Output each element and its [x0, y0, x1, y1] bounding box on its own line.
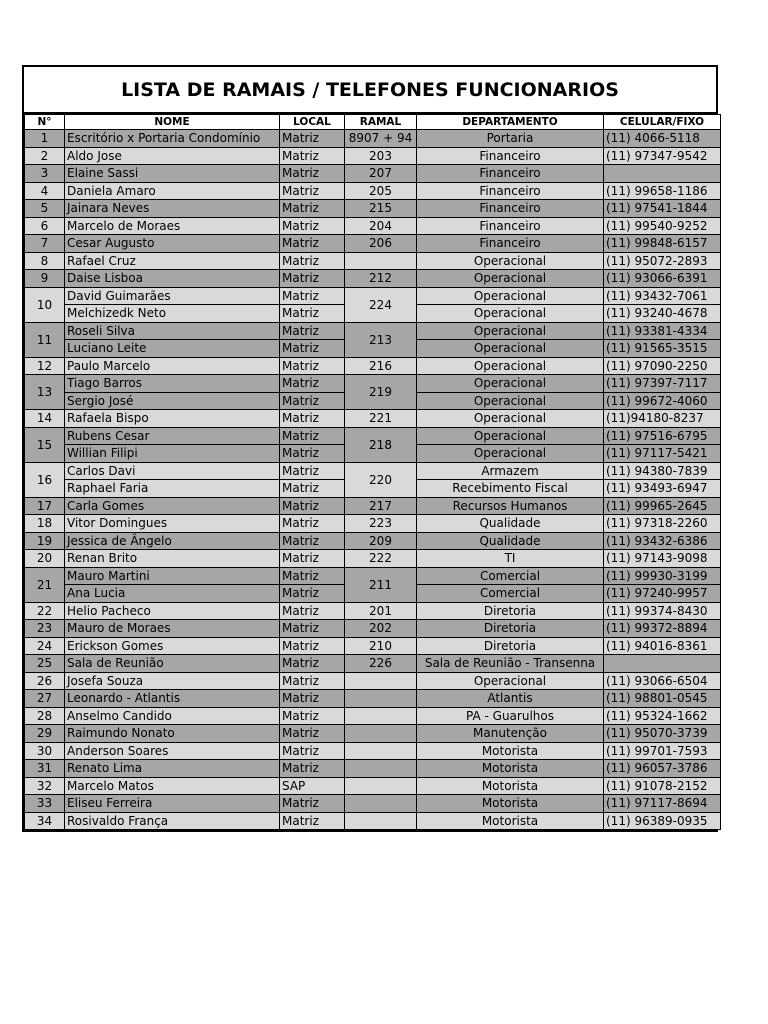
location-cell: Matriz: [280, 655, 345, 673]
table-body: [25, 130, 721, 830]
extension-cell: 216: [345, 357, 417, 375]
phone-cell: (11) 97397-7117: [604, 375, 721, 393]
table-row: [25, 462, 721, 480]
phone-cell: (11) 95324-1662: [604, 707, 721, 725]
department-cell: Portaria: [417, 130, 604, 148]
table-row: [25, 287, 721, 305]
phone-cell: (11) 96389-0935: [604, 812, 721, 830]
department-cell: Financeiro: [417, 182, 604, 200]
name-cell: Anselmo Candido: [65, 707, 280, 725]
name-cell: Ana Lucia: [65, 585, 280, 603]
extension-cell: 8907 + 94: [345, 130, 417, 148]
location-cell: Matriz: [280, 287, 345, 305]
name-cell: David Guimarães: [65, 287, 280, 305]
extension-cell: 213: [345, 322, 417, 357]
department-cell: Comercial: [417, 585, 604, 603]
department-cell: Operacional: [417, 305, 604, 323]
name-cell: Cesar Augusto: [65, 235, 280, 253]
phone-cell: (11) 97090-2250: [604, 357, 721, 375]
table-row: [25, 707, 721, 725]
table-row: [25, 515, 721, 533]
name-cell: Erickson Gomes: [65, 637, 280, 655]
extension-cell: [345, 742, 417, 760]
department-cell: Financeiro: [417, 217, 604, 235]
table-row: [25, 795, 721, 813]
location-cell: SAP: [280, 777, 345, 795]
name-cell: Daniela Amaro: [65, 182, 280, 200]
location-cell: Matriz: [280, 532, 345, 550]
phone-cell: (11) 97347-9542: [604, 147, 721, 165]
location-cell: Matriz: [280, 550, 345, 568]
name-cell: Eliseu Ferreira: [65, 795, 280, 813]
name-cell: Rafael Cruz: [65, 252, 280, 270]
department-cell: Comercial: [417, 567, 604, 585]
name-cell: Sala de Reunião: [65, 655, 280, 673]
header-location: LOCAL: [280, 115, 345, 130]
phone-cell: (11) 93432-7061: [604, 287, 721, 305]
extension-cell: 220: [345, 462, 417, 497]
table-row: [25, 182, 721, 200]
row-number-cell: 25: [25, 655, 65, 673]
phone-cell: [604, 655, 721, 673]
table-row: [25, 375, 721, 393]
table-row: [25, 252, 721, 270]
extension-cell: [345, 777, 417, 795]
row-number-cell: 21: [25, 567, 65, 602]
name-cell: Aldo Jose: [65, 147, 280, 165]
extension-cell: 207: [345, 165, 417, 183]
row-number-cell: 11: [25, 322, 65, 357]
department-cell: TI: [417, 550, 604, 568]
phone-cell: (11) 99848-6157: [604, 235, 721, 253]
phone-cell: (11) 97117-5421: [604, 445, 721, 463]
extension-cell: 211: [345, 567, 417, 602]
name-cell: Willian Filipi: [65, 445, 280, 463]
table-header-row: [25, 115, 721, 130]
name-cell: Marcelo Matos: [65, 777, 280, 795]
table-row: [25, 322, 721, 340]
table-row: [25, 165, 721, 183]
row-number-cell: 1: [25, 130, 65, 148]
phone-cell: (11) 97240-9957: [604, 585, 721, 603]
name-cell: Raphael Faria: [65, 480, 280, 498]
row-number-cell: 26: [25, 672, 65, 690]
extension-cell: 218: [345, 427, 417, 462]
name-cell: Rafaela Bispo: [65, 410, 280, 428]
phone-cell: (11) 97117-8694: [604, 795, 721, 813]
location-cell: Matriz: [280, 672, 345, 690]
name-cell: Melchizedk Neto: [65, 305, 280, 323]
phone-cell: (11) 93066-6504: [604, 672, 721, 690]
location-cell: Matriz: [280, 462, 345, 480]
name-cell: Leonardo - Atlantis: [65, 690, 280, 708]
location-cell: Matriz: [280, 182, 345, 200]
department-cell: Manutenção: [417, 725, 604, 743]
location-cell: Matriz: [280, 497, 345, 515]
name-cell: Mauro de Moraes: [65, 620, 280, 638]
extension-cell: 222: [345, 550, 417, 568]
row-number-cell: 18: [25, 515, 65, 533]
location-cell: Matriz: [280, 725, 345, 743]
row-number-cell: 33: [25, 795, 65, 813]
extension-cell: 209: [345, 532, 417, 550]
department-cell: Motorista: [417, 760, 604, 778]
phone-cell: (11) 96057-3786: [604, 760, 721, 778]
location-cell: Matriz: [280, 760, 345, 778]
table-row: [25, 620, 721, 638]
location-cell: Matriz: [280, 252, 345, 270]
name-cell: Jessica de Ângelo: [65, 532, 280, 550]
extension-cell: 221: [345, 410, 417, 428]
table-row: [25, 217, 721, 235]
table-row: [25, 690, 721, 708]
extension-cell: 219: [345, 375, 417, 410]
location-cell: Matriz: [280, 742, 345, 760]
name-cell: Marcelo de Moraes: [65, 217, 280, 235]
table-row: [25, 812, 721, 830]
row-number-cell: 12: [25, 357, 65, 375]
name-cell: Jainara Neves: [65, 200, 280, 218]
row-number-cell: 22: [25, 602, 65, 620]
name-cell: Anderson Soares: [65, 742, 280, 760]
extension-cell: 205: [345, 182, 417, 200]
phone-cell: (11) 99374-8430: [604, 602, 721, 620]
extension-cell: 215: [345, 200, 417, 218]
phone-cell: (11) 99672-4060: [604, 392, 721, 410]
extension-cell: [345, 812, 417, 830]
department-cell: Operacional: [417, 375, 604, 393]
location-cell: Matriz: [280, 305, 345, 323]
extension-cell: 223: [345, 515, 417, 533]
phone-cell: (11) 95072-2893: [604, 252, 721, 270]
header-number: N°: [25, 115, 65, 130]
row-number-cell: 10: [25, 287, 65, 322]
department-cell: Motorista: [417, 795, 604, 813]
phone-cell: (11) 98801-0545: [604, 690, 721, 708]
table-row: [25, 742, 721, 760]
location-cell: Matriz: [280, 235, 345, 253]
department-cell: Motorista: [417, 777, 604, 795]
row-number-cell: 32: [25, 777, 65, 795]
extension-cell: 204: [345, 217, 417, 235]
phone-cell: (11) 97541-1844: [604, 200, 721, 218]
table-row: [25, 760, 721, 778]
phone-cell: (11) 99658-1186: [604, 182, 721, 200]
table-row: [25, 147, 721, 165]
phone-cell: (11) 93432-6386: [604, 532, 721, 550]
row-number-cell: 15: [25, 427, 65, 462]
department-cell: Atlantis: [417, 690, 604, 708]
location-cell: Matriz: [280, 217, 345, 235]
phone-cell: (11) 99372-8894: [604, 620, 721, 638]
row-number-cell: 13: [25, 375, 65, 410]
table-row: [25, 655, 721, 673]
location-cell: Matriz: [280, 637, 345, 655]
extension-cell: 226: [345, 655, 417, 673]
location-cell: Matriz: [280, 130, 345, 148]
department-cell: Qualidade: [417, 532, 604, 550]
department-cell: Operacional: [417, 410, 604, 428]
table-row: [25, 497, 721, 515]
row-number-cell: 31: [25, 760, 65, 778]
row-number-cell: 3: [25, 165, 65, 183]
table-row: [25, 567, 721, 585]
name-cell: Roseli Silva: [65, 322, 280, 340]
department-cell: Operacional: [417, 357, 604, 375]
row-number-cell: 5: [25, 200, 65, 218]
extension-cell: 202: [345, 620, 417, 638]
row-number-cell: 17: [25, 497, 65, 515]
extension-cell: [345, 795, 417, 813]
row-number-cell: 9: [25, 270, 65, 288]
name-cell: Carla Gomes: [65, 497, 280, 515]
phone-cell: (11) 97318-2260: [604, 515, 721, 533]
row-number-cell: 4: [25, 182, 65, 200]
department-cell: Operacional: [417, 322, 604, 340]
name-cell: Carlos Davi: [65, 462, 280, 480]
table-row: [25, 602, 721, 620]
department-cell: Motorista: [417, 812, 604, 830]
extension-cell: 212: [345, 270, 417, 288]
name-cell: Tiago Barros: [65, 375, 280, 393]
header-extension: RAMAL: [345, 115, 417, 130]
row-number-cell: 7: [25, 235, 65, 253]
phone-cell: (11) 93240-4678: [604, 305, 721, 323]
location-cell: Matriz: [280, 357, 345, 375]
phone-cell: (11) 94016-8361: [604, 637, 721, 655]
name-cell: Josefa Souza: [65, 672, 280, 690]
name-cell: Renato Lima: [65, 760, 280, 778]
row-number-cell: 23: [25, 620, 65, 638]
phone-cell: (11) 93493-6947: [604, 480, 721, 498]
department-cell: Operacional: [417, 427, 604, 445]
location-cell: Matriz: [280, 812, 345, 830]
header-department: DEPARTAMENTO: [417, 115, 604, 130]
location-cell: Matriz: [280, 602, 345, 620]
location-cell: Matriz: [280, 690, 345, 708]
department-cell: Operacional: [417, 287, 604, 305]
department-cell: Diretoria: [417, 602, 604, 620]
phone-cell: (11) 91565-3515: [604, 340, 721, 358]
phone-cell: (11) 99965-2645: [604, 497, 721, 515]
department-cell: Sala de Reunião - Transenna: [417, 655, 604, 673]
extension-cell: [345, 690, 417, 708]
department-cell: Financeiro: [417, 147, 604, 165]
table-row: [25, 200, 721, 218]
department-cell: Qualidade: [417, 515, 604, 533]
row-number-cell: 28: [25, 707, 65, 725]
location-cell: Matriz: [280, 165, 345, 183]
phone-cell: (11) 97143-9098: [604, 550, 721, 568]
row-number-cell: 29: [25, 725, 65, 743]
table-row: [25, 130, 721, 148]
row-number-cell: 24: [25, 637, 65, 655]
department-cell: Operacional: [417, 445, 604, 463]
location-cell: Matriz: [280, 707, 345, 725]
row-number-cell: 20: [25, 550, 65, 568]
phone-cell: (11) 97516-6795: [604, 427, 721, 445]
name-cell: Sergio José: [65, 392, 280, 410]
row-number-cell: 16: [25, 462, 65, 497]
table-row: [25, 725, 721, 743]
location-cell: Matriz: [280, 392, 345, 410]
name-cell: Vitor Domingues: [65, 515, 280, 533]
row-number-cell: 27: [25, 690, 65, 708]
location-cell: Matriz: [280, 427, 345, 445]
location-cell: Matriz: [280, 795, 345, 813]
row-number-cell: 14: [25, 410, 65, 428]
name-cell: Daise Lisboa: [65, 270, 280, 288]
extension-cell: [345, 252, 417, 270]
phone-cell: (11) 99930-3199: [604, 567, 721, 585]
name-cell: Rubens Cesar: [65, 427, 280, 445]
phone-cell: (11) 94380-7839: [604, 462, 721, 480]
extension-cell: [345, 672, 417, 690]
location-cell: Matriz: [280, 270, 345, 288]
name-cell: Raimundo Nonato: [65, 725, 280, 743]
phone-cell: (11) 91078-2152: [604, 777, 721, 795]
extension-list-sheet: [22, 65, 718, 832]
location-cell: Matriz: [280, 585, 345, 603]
name-cell: Luciano Leite: [65, 340, 280, 358]
extension-cell: 201: [345, 602, 417, 620]
department-cell: PA - Guarulhos: [417, 707, 604, 725]
department-cell: Operacional: [417, 252, 604, 270]
name-cell: Helio Pacheco: [65, 602, 280, 620]
location-cell: Matriz: [280, 515, 345, 533]
row-number-cell: 6: [25, 217, 65, 235]
location-cell: Matriz: [280, 340, 345, 358]
extension-table: [24, 114, 721, 830]
location-cell: Matriz: [280, 445, 345, 463]
table-row: [25, 672, 721, 690]
location-cell: Matriz: [280, 200, 345, 218]
extension-cell: [345, 725, 417, 743]
header-name: NOME: [65, 115, 280, 130]
department-cell: Armazem: [417, 462, 604, 480]
phone-cell: (11) 93381-4334: [604, 322, 721, 340]
department-cell: Operacional: [417, 340, 604, 358]
row-number-cell: 8: [25, 252, 65, 270]
location-cell: Matriz: [280, 322, 345, 340]
extension-cell: 206: [345, 235, 417, 253]
table-row: [25, 532, 721, 550]
department-cell: Operacional: [417, 270, 604, 288]
extension-cell: [345, 760, 417, 778]
name-cell: Escritório x Portaria Condomínio: [65, 130, 280, 148]
phone-cell: (11) 95070-3739: [604, 725, 721, 743]
name-cell: Paulo Marcelo: [65, 357, 280, 375]
row-number-cell: 30: [25, 742, 65, 760]
location-cell: Matriz: [280, 567, 345, 585]
location-cell: Matriz: [280, 375, 345, 393]
sheet-title: LISTA DE RAMAIS / TELEFONES FUNCIONARIOS: [24, 67, 716, 114]
department-cell: Financeiro: [417, 165, 604, 183]
table-row: [25, 357, 721, 375]
extension-cell: 203: [345, 147, 417, 165]
phone-cell: (11) 93066-6391: [604, 270, 721, 288]
phone-cell: (11) 4066-5118: [604, 130, 721, 148]
phone-cell: (11) 99701-7593: [604, 742, 721, 760]
header-phone: CELULAR/FIXO: [604, 115, 721, 130]
department-cell: Operacional: [417, 392, 604, 410]
phone-cell: (11)94180-8237: [604, 410, 721, 428]
name-cell: Mauro Martini: [65, 567, 280, 585]
phone-cell: (11) 99540-9252: [604, 217, 721, 235]
table-row: [25, 550, 721, 568]
table-row: [25, 410, 721, 428]
table-row: [25, 235, 721, 253]
extension-cell: [345, 707, 417, 725]
location-cell: Matriz: [280, 480, 345, 498]
extension-cell: 210: [345, 637, 417, 655]
row-number-cell: 34: [25, 812, 65, 830]
row-number-cell: 19: [25, 532, 65, 550]
table-row: [25, 270, 721, 288]
department-cell: Financeiro: [417, 200, 604, 218]
department-cell: Financeiro: [417, 235, 604, 253]
name-cell: Elaine Sassi: [65, 165, 280, 183]
table-row: [25, 427, 721, 445]
phone-cell: [604, 165, 721, 183]
location-cell: Matriz: [280, 147, 345, 165]
location-cell: Matriz: [280, 620, 345, 638]
row-number-cell: 2: [25, 147, 65, 165]
department-cell: Recebimento Fiscal: [417, 480, 604, 498]
department-cell: Motorista: [417, 742, 604, 760]
name-cell: Renan Brito: [65, 550, 280, 568]
location-cell: Matriz: [280, 410, 345, 428]
extension-cell: 224: [345, 287, 417, 322]
table-row: [25, 777, 721, 795]
table-row: [25, 637, 721, 655]
name-cell: Rosivaldo França: [65, 812, 280, 830]
department-cell: Diretoria: [417, 637, 604, 655]
extension-cell: 217: [345, 497, 417, 515]
department-cell: Operacional: [417, 672, 604, 690]
department-cell: Recursos Humanos: [417, 497, 604, 515]
department-cell: Diretoria: [417, 620, 604, 638]
